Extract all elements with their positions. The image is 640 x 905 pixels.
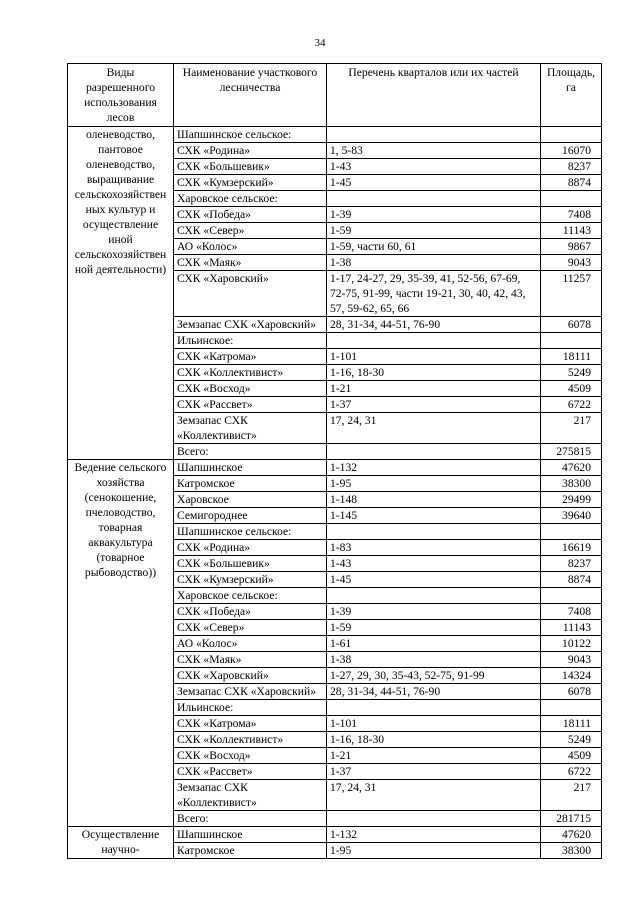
header-row: [68, 64, 602, 127]
area-cell: [541, 333, 602, 349]
quarters-cell: 1-59: [327, 223, 541, 239]
district-name-cell: Катромское: [174, 476, 327, 492]
area-cell: 10122: [541, 636, 602, 652]
area-cell: 217: [541, 780, 602, 811]
area-cell: 281715: [541, 811, 602, 827]
district-name-cell: Катромское: [174, 843, 327, 859]
quarters-cell: 1-95: [327, 843, 541, 859]
quarters-cell: 28, 31-34, 44-51, 76-90: [327, 684, 541, 700]
district-name-cell: СХК «Коллективист»: [174, 732, 327, 748]
quarters-cell: 17, 24, 31: [327, 780, 541, 811]
area-cell: 9867: [541, 239, 602, 255]
quarters-cell: 1-21: [327, 381, 541, 397]
area-cell: 5249: [541, 365, 602, 381]
district-name-cell: Всего:: [174, 444, 327, 460]
district-name-cell: Харовское сельское:: [174, 191, 327, 207]
area-cell: 8237: [541, 159, 602, 175]
quarters-cell: 1, 5-83: [327, 143, 541, 159]
district-name-cell: АО «Колос»: [174, 636, 327, 652]
quarters-cell: 1-59: [327, 620, 541, 636]
forest-use-table: [67, 63, 602, 859]
area-cell: 275815: [541, 444, 602, 460]
area-cell: 6722: [541, 397, 602, 413]
district-name-cell: Земзапас СХК «Коллективист»: [174, 780, 327, 811]
district-name-cell: Ильинское:: [174, 333, 327, 349]
quarters-cell: 1-27, 29, 30, 35-43, 52-75, 91-99: [327, 668, 541, 684]
area-cell: 7408: [541, 207, 602, 223]
quarters-cell: 1-61: [327, 636, 541, 652]
district-name-cell: Шапшинское сельское:: [174, 524, 327, 540]
district-name-cell: СХК «Коллективист»: [174, 365, 327, 381]
area-cell: 16619: [541, 540, 602, 556]
quarters-cell: 28, 31-34, 44-51, 76-90: [327, 317, 541, 333]
header-area: Площадь, га: [541, 64, 602, 127]
area-cell: 9043: [541, 255, 602, 271]
quarters-cell: 1-83: [327, 540, 541, 556]
table-row: [68, 460, 602, 476]
area-cell: 18111: [541, 349, 602, 365]
quarters-cell: 1-37: [327, 397, 541, 413]
area-cell: 18111: [541, 716, 602, 732]
district-name-cell: Всего:: [174, 811, 327, 827]
use-kind-cell: Ведение сельского хозяйства (сенокошение, пчеловодство, товарная аквакультура (товарное рыбоводство)): [68, 460, 174, 827]
area-cell: 6722: [541, 764, 602, 780]
area-cell: 5249: [541, 732, 602, 748]
quarters-cell: 1-16, 18-30: [327, 732, 541, 748]
quarters-cell: 17, 24, 31: [327, 413, 541, 444]
area-cell: [541, 588, 602, 604]
area-cell: 7408: [541, 604, 602, 620]
quarters-cell: [327, 811, 541, 827]
area-cell: 38300: [541, 843, 602, 859]
quarters-cell: [327, 333, 541, 349]
quarters-cell: 1-145: [327, 508, 541, 524]
quarters-cell: 1-38: [327, 255, 541, 271]
district-name-cell: СХК «Рассвет»: [174, 397, 327, 413]
quarters-cell: 1-38: [327, 652, 541, 668]
area-cell: 4509: [541, 381, 602, 397]
district-name-cell: СХК «Большевик»: [174, 159, 327, 175]
district-name-cell: Шапшинское: [174, 460, 327, 476]
district-name-cell: СХК «Восход»: [174, 748, 327, 764]
district-name-cell: СХК «Победа»: [174, 604, 327, 620]
area-cell: 9043: [541, 652, 602, 668]
district-name-cell: СХК «Маяк»: [174, 255, 327, 271]
district-name-cell: СХК «Харовский»: [174, 668, 327, 684]
use-kind-cell: оленеводство, пантовое оленеводство, выращивание сельскохозяйствен ных культур и осуществление иной сельскохозяйствен ной деятельности): [68, 127, 174, 460]
district-name-cell: Земзапас СХК «Харовский»: [174, 317, 327, 333]
district-name-cell: СХК «Родина»: [174, 143, 327, 159]
district-name-cell: АО «Колос»: [174, 239, 327, 255]
district-name-cell: Шапшинское сельское:: [174, 127, 327, 143]
quarters-cell: 1-16, 18-30: [327, 365, 541, 381]
area-cell: 47620: [541, 827, 602, 843]
district-name-cell: Семигороднее: [174, 508, 327, 524]
district-name-cell: Земзапас СХК «Харовский»: [174, 684, 327, 700]
district-name-cell: СХК «Рассвет»: [174, 764, 327, 780]
area-cell: 217: [541, 413, 602, 444]
area-cell: 8874: [541, 175, 602, 191]
quarters-cell: 1-43: [327, 556, 541, 572]
district-name-cell: Харовское сельское:: [174, 588, 327, 604]
area-cell: 8237: [541, 556, 602, 572]
quarters-cell: 1-21: [327, 748, 541, 764]
table-row: [68, 827, 602, 843]
district-name-cell: Земзапас СХК «Коллективист»: [174, 413, 327, 444]
quarters-cell: [327, 588, 541, 604]
quarters-cell: [327, 191, 541, 207]
table-row: [68, 127, 602, 143]
district-name-cell: СХК «Большевик»: [174, 556, 327, 572]
quarters-cell: 1-132: [327, 827, 541, 843]
quarters-cell: 1-43: [327, 159, 541, 175]
district-name-cell: СХК «Харовский»: [174, 271, 327, 317]
district-name-cell: СХК «Катрома»: [174, 349, 327, 365]
header-quarters: Перечень кварталов или их частей: [327, 64, 541, 127]
district-name-cell: СХК «Маяк»: [174, 652, 327, 668]
quarters-cell: 1-148: [327, 492, 541, 508]
area-cell: [541, 700, 602, 716]
area-cell: [541, 191, 602, 207]
quarters-cell: 1-39: [327, 207, 541, 223]
area-cell: 6078: [541, 684, 602, 700]
quarters-cell: 1-101: [327, 349, 541, 365]
district-name-cell: Шапшинское: [174, 827, 327, 843]
quarters-cell: [327, 127, 541, 143]
use-kind-cell: Осуществление научно-: [68, 827, 174, 859]
area-cell: [541, 127, 602, 143]
quarters-cell: 1-39: [327, 604, 541, 620]
area-cell: 6078: [541, 317, 602, 333]
area-cell: 16070: [541, 143, 602, 159]
area-cell: 11143: [541, 223, 602, 239]
district-name-cell: СХК «Север»: [174, 223, 327, 239]
quarters-cell: 1-132: [327, 460, 541, 476]
district-name-cell: Харовское: [174, 492, 327, 508]
area-cell: 47620: [541, 460, 602, 476]
area-cell: 8874: [541, 572, 602, 588]
quarters-cell: 1-17, 24-27, 29, 35-39, 41, 52-56, 67-69, 72-75, 91-99, части 19-21, 30, 40, 42, 43, 57, 59-62, 65, 66: [327, 271, 541, 317]
quarters-cell: 1-59, части 60, 61: [327, 239, 541, 255]
district-name-cell: СХК «Родина»: [174, 540, 327, 556]
quarters-cell: 1-101: [327, 716, 541, 732]
district-name-cell: СХК «Победа»: [174, 207, 327, 223]
district-name-cell: СХК «Восход»: [174, 381, 327, 397]
quarters-cell: 1-95: [327, 476, 541, 492]
area-cell: 38300: [541, 476, 602, 492]
area-cell: 4509: [541, 748, 602, 764]
area-cell: 14324: [541, 668, 602, 684]
quarters-cell: [327, 524, 541, 540]
header-kind: Виды разрешенного использования лесов: [68, 64, 174, 127]
quarters-cell: [327, 700, 541, 716]
district-name-cell: СХК «Катрома»: [174, 716, 327, 732]
district-name-cell: СХК «Север»: [174, 620, 327, 636]
area-cell: [541, 524, 602, 540]
table-body: [68, 127, 602, 859]
area-cell: 29499: [541, 492, 602, 508]
district-name-cell: СХК «Кумзерский»: [174, 175, 327, 191]
quarters-cell: [327, 444, 541, 460]
district-name-cell: СХК «Кумзерский»: [174, 572, 327, 588]
area-cell: 39640: [541, 508, 602, 524]
quarters-cell: 1-45: [327, 175, 541, 191]
quarters-cell: 1-45: [327, 572, 541, 588]
header-district: Наименование участкового лесничества: [174, 64, 327, 127]
area-cell: 11143: [541, 620, 602, 636]
page-number: 34: [314, 37, 326, 49]
district-name-cell: Ильинское:: [174, 700, 327, 716]
quarters-cell: 1-37: [327, 764, 541, 780]
area-cell: 11257: [541, 271, 602, 317]
